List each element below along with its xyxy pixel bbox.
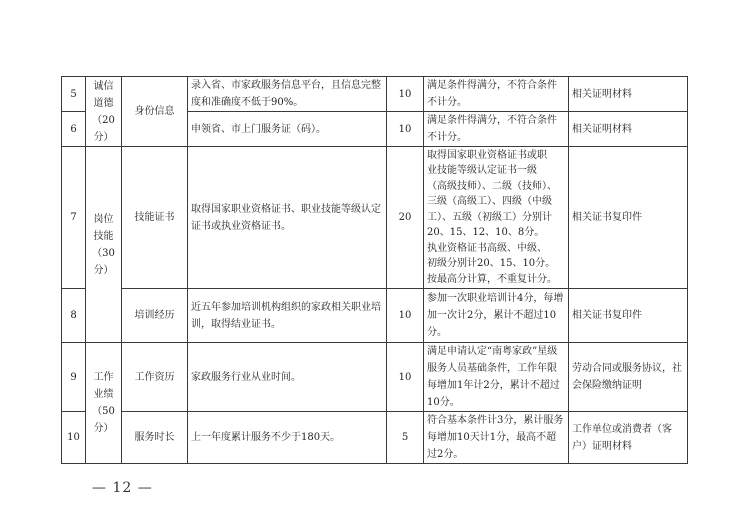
row-number: 6	[62, 112, 86, 147]
material-cell: 工作单位或消费者（客户）证明材料	[569, 412, 688, 464]
item-duration: 服务时长	[122, 412, 188, 464]
table-row	[62, 289, 688, 343]
row-number: 10	[62, 412, 86, 464]
rule-line: 初级分别计20、15、10分。	[427, 258, 556, 270]
requirement-cell: 上一年度累计服务不少于180天。	[188, 412, 387, 464]
requirement-cell: 家政服务行业从业时间。	[188, 343, 387, 412]
rule-cell	[424, 147, 569, 289]
row-number: 5	[62, 77, 86, 112]
rule-line: 工）、五级（初级工）分别计	[427, 211, 552, 223]
rule-cell: 满足条件得满分，不符合条件不计分。	[424, 112, 569, 147]
material-cell: 相关证明材料	[569, 77, 688, 112]
score-cell: 5	[387, 412, 424, 464]
category-skill: 岗位技能（30分）	[86, 147, 122, 343]
rule-cell: 参加一次职业培训计4分，每增加一次计2分，累计不超过10分。	[424, 289, 569, 343]
item-certificate: 技能证书	[122, 147, 188, 289]
table-row	[62, 343, 688, 412]
score-cell: 10	[387, 112, 424, 147]
requirement-cell: 取得国家职业资格证书、职业技能等级认定证书或执业资格证书。	[188, 147, 387, 289]
row-number: 8	[62, 289, 86, 343]
rule-line: 业技能等级认定证书一级	[427, 165, 537, 177]
rule-cell: 满足条件得满分，不符合条件不计分。	[424, 77, 569, 112]
table-row	[62, 147, 688, 289]
rule-line: 三级（高级工）、四级（中级	[427, 196, 552, 208]
row-number: 7	[62, 147, 86, 289]
requirement-cell: 录入省、市家政服务信息平台，且信息完整度和准确度不低于90%。	[188, 77, 387, 112]
requirement-cell: 近五年参加培训机构组织的家政相关职业培训，取得结业证书。	[188, 289, 387, 343]
rule-line: 20、15、12、10、8分。	[427, 227, 545, 239]
item-experience: 工作资历	[122, 343, 188, 412]
rule-line: （高级技师）、二级（技师）、	[427, 180, 557, 192]
rule-line: 执业资格证书高级、中级、	[427, 242, 547, 254]
table-row	[62, 412, 688, 464]
rule-cell: 满足申请认定“南粤家政”星级服务人员基础条件，工作年限每增加1年计2分，累计不超过10分。	[424, 343, 569, 412]
requirement-cell: 申领省、市上门服务证（码）。	[188, 112, 387, 147]
category-integrity: 诚信道德（20分）	[86, 77, 122, 147]
scoring-table	[61, 76, 688, 464]
page-number: — 12 —	[92, 480, 153, 496]
material-cell: 相关证书复印件	[569, 147, 688, 289]
material-cell: 相关证书复印件	[569, 289, 688, 343]
category-performance: 工作业绩（50分）	[86, 343, 122, 464]
row-number: 9	[62, 343, 86, 412]
material-cell: 劳动合同或服务协议，社会保险缴纳证明	[569, 343, 688, 412]
score-cell: 10	[387, 77, 424, 112]
rule-line: 按最高分计算，不重复计分。	[427, 273, 557, 285]
rule-line: 取得国家职业资格证书或职	[427, 149, 547, 161]
table-row	[62, 77, 688, 112]
score-cell: 10	[387, 289, 424, 343]
item-identity: 身份信息	[122, 77, 188, 147]
score-cell: 20	[387, 147, 424, 289]
material-cell: 相关证明材料	[569, 112, 688, 147]
rule-cell: 符合基本条件计3分，累计服务每增加10天计1分，最高不超过2分。	[424, 412, 569, 464]
item-training: 培训经历	[122, 289, 188, 343]
score-cell: 10	[387, 343, 424, 412]
